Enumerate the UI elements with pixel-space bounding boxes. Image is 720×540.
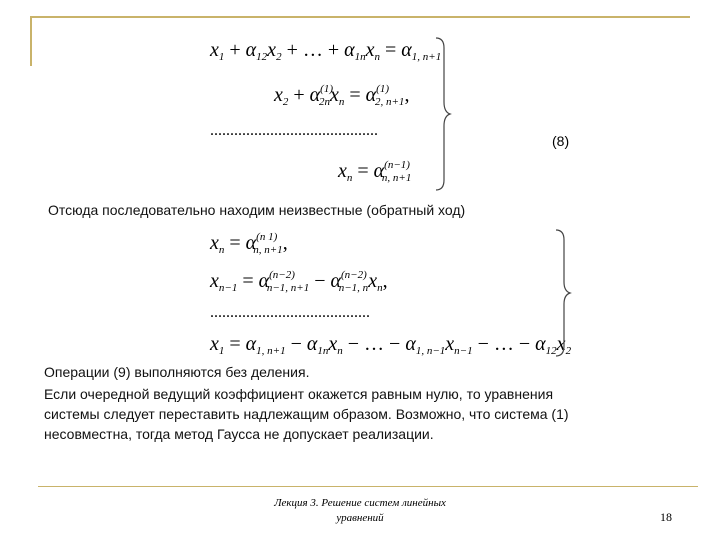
slide-frame-left xyxy=(30,16,32,66)
system8-equation-3: $x_n = \alpha^{(n-1)}_{n, n+1}$ xyxy=(338,159,412,184)
system8-right-brace xyxy=(434,36,454,192)
equation-number-8: (8) xyxy=(552,133,570,149)
paragraph-line-2: Если очередной ведущий коэффициент окажется равным нулю, то уравнения xyxy=(44,386,554,402)
intro-text: Отсюда последовательно находим неизвестные (обратный ход) xyxy=(48,202,466,218)
page-number: 18 xyxy=(660,510,672,524)
system9-dots: ........................................ xyxy=(210,304,370,321)
footer-divider xyxy=(38,486,698,487)
footer-title-line-1: Лекция 3. Решение систем линейных xyxy=(274,497,446,509)
paragraph-line-3: системы следует переставить надлежащим образом. Возможно, что система (1) xyxy=(44,406,569,422)
system8-equation-2: $x_2 + \alpha^{(1)}_{2n}x_n = \alpha^{(1)}_{2, n+1}$, xyxy=(274,83,410,108)
system9-equation-3: $x_1 = \alpha_{1, n+1} - \alpha_{1n}x_n$ − … − $\alpha_{1, n-1}x_{n-1}$ − … − $\alpha_{12}x_2$ xyxy=(210,333,572,357)
footer-title-line-2: уравнений xyxy=(336,512,384,524)
system9-equation-1: $x_n = \alpha^{(n 1)}_{n, n+1}$, xyxy=(210,231,288,256)
system9-equation-2: $x_{n-1} = \alpha^{(n-2)}_{n-1, n+1} - \alpha^{(n-2)}_{n-1, n}x_n$, xyxy=(210,269,388,294)
system8-equation-1: $x_1 + \alpha_{12}x_2$ + … + $\alpha_{1n}x_n = \alpha_{1, n+1}$ xyxy=(210,39,442,63)
slide-frame-top xyxy=(30,16,690,18)
footer-title xyxy=(250,496,470,526)
system9-right-brace xyxy=(554,228,574,358)
paragraph-line-4: несовместна, тогда метод Гаусса не допускает реализации. xyxy=(44,426,434,442)
paragraph-line-1: Операции (9) выполняются без деления. xyxy=(44,364,310,380)
system8-dots: .......................................... xyxy=(210,122,378,139)
